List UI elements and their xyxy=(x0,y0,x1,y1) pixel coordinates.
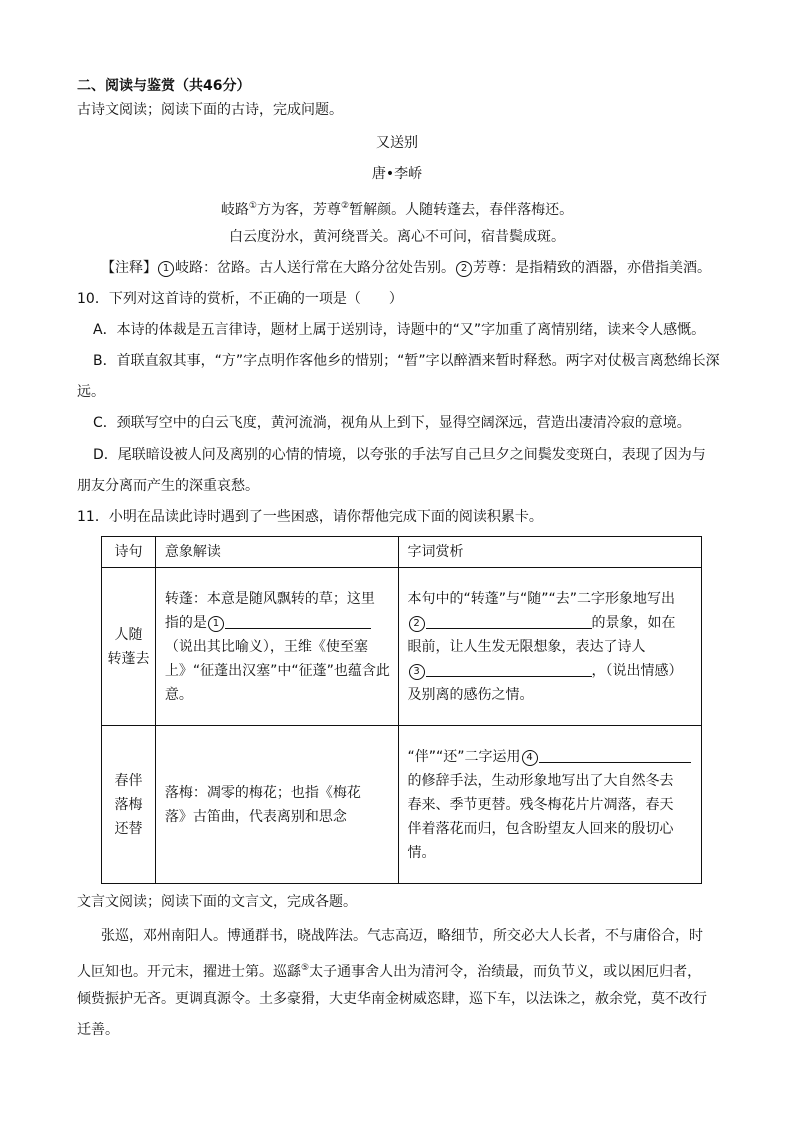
footnote-mark-1: ① xyxy=(248,201,257,211)
answer-blank-3[interactable] xyxy=(426,662,592,677)
option-d-line-1[interactable]: D．尾联暗设被人问及离别的心情的情境，以夸张的手法写自己旦夕之间鬓发变斑白，表现了因为与 xyxy=(93,447,706,463)
option-b-line-2[interactable]: 远。 xyxy=(77,384,105,400)
row2-poem-line: 春伴 落梅 还替 xyxy=(102,726,156,884)
row1-interpretation: 转蓬：本意是随风飘转的草；这里 指的是 1 （说出其比喻义），王维《使至塞 上》“征蓬出汉塞”中“征蓬”也蕴含此 意。 xyxy=(155,568,398,726)
prose-line-3: 倾赀振护无吝。更调真源令。土多豪猾，大吏华南金树威恣肆，巡下车，以法诛之，赦余党，莫不改行 xyxy=(77,991,707,1007)
prose-line-1: 张巡，邓州南阳人。博通群书，晓战阵法。气志高迈，略细节，所交必大人长者，不与庸俗合，时 xyxy=(101,928,703,944)
poem-intro: 古诗文阅读；阅读下面的古诗，完成问题。 xyxy=(77,102,343,118)
row2-interpretation: 落梅：凋零的梅花；也指《梅花 落》古笛曲，代表离别和思念 xyxy=(155,726,398,884)
prose-line-2: 人叵知也。开元末，擢进士第。巡繇⑤太子通事舍人出为清河令，治绩最，而负节义，或以困厄归者， xyxy=(77,963,702,980)
footnote-mark-2: ② xyxy=(341,201,350,211)
header-poem-line: 诗句 xyxy=(102,537,156,568)
answer-blank-1[interactable] xyxy=(225,614,371,629)
option-d-line-2[interactable]: 朋友分离而产生的深重哀愁。 xyxy=(77,478,259,494)
poem-notes: 【注释】 1 岐路：岔路。古人送行常在大路分岔处告别。 2 芳尊：是指精致的酒器，亦借指美酒。 xyxy=(101,260,711,276)
table-header-row xyxy=(102,537,702,568)
question-11-stem: 11．小明在品读此诗时遇到了一些困惑，请你帮他完成下面的阅读积累卡。 xyxy=(77,509,543,525)
header-image-interpretation: 意象解读 xyxy=(155,537,398,568)
section-title: 二、阅读与鉴赏（共46分） xyxy=(77,78,251,94)
table-row xyxy=(102,726,702,884)
question-10-stem: 10．下列对这首诗的赏析，不正确的一项是（ ） xyxy=(77,291,403,307)
circled-number-1: 1 xyxy=(158,261,174,277)
circled-number-4: 4 xyxy=(522,750,538,766)
option-b-line-1[interactable]: B．首联直叙其事，“方”字点明作客他乡的惜别；“暂”字以醉酒来暂时释愁。两字对仗极言离愁绵长深 xyxy=(93,353,720,369)
row1-poem-line: 人随 转蓬去 xyxy=(102,568,156,726)
option-a[interactable]: A．本诗的体裁是五言律诗，题材上属于送别诗，诗题中的“又”字加重了离情别绪，读来令人感慨。 xyxy=(93,322,706,338)
circled-number-2: 2 xyxy=(456,261,472,277)
option-c[interactable]: C．颈联写空中的白云飞度，黄河流淌，视角从上到下，显得空阔深远，营造出凄清冷寂的意境。 xyxy=(93,415,691,431)
answer-blank-2[interactable] xyxy=(426,614,592,629)
header-word-appreciation: 字词赏析 xyxy=(398,537,701,568)
footnote-mark-5: ⑤ xyxy=(301,963,310,973)
reading-card-table xyxy=(101,536,702,884)
circled-number-1: 1 xyxy=(208,616,224,632)
prose-intro: 文言文阅读；阅读下面的文言文，完成各题。 xyxy=(77,894,357,910)
circled-number-3: 3 xyxy=(409,664,425,680)
answer-blank-4[interactable] xyxy=(539,748,691,763)
row2-appreciation: “伴”“还”二字运用 4 的修辞手法，生动形象地写出了大自然冬去 春来、季节更替。残冬梅花片片凋落，春天 伴着落花而归，包含盼望友人回来的殷切心 情。 xyxy=(398,726,701,884)
poem-line-2: 白云度汾水，黄河绕晋关。离心不可问，宿昔鬓成斑。 xyxy=(229,229,565,245)
prose-line-4: 迁善。 xyxy=(77,1022,119,1038)
poem-title: 又送别 xyxy=(376,135,418,151)
row1-appreciation: 本句中的“转蓬”与“随”“去”二字形象地写出 2 的景象，如在 眼前，让人生发无限想象，表达了诗人 3 ，（说出情感） 及别离的感伤之情。 xyxy=(398,568,701,726)
table-row xyxy=(102,568,702,726)
poem-line-1: 岐路①方为客，芳尊②暂解颜。人随转蓬去，春伴落梅还。 xyxy=(220,201,574,218)
poem-author: 唐•李峤 xyxy=(371,166,423,182)
circled-number-2: 2 xyxy=(409,616,425,632)
